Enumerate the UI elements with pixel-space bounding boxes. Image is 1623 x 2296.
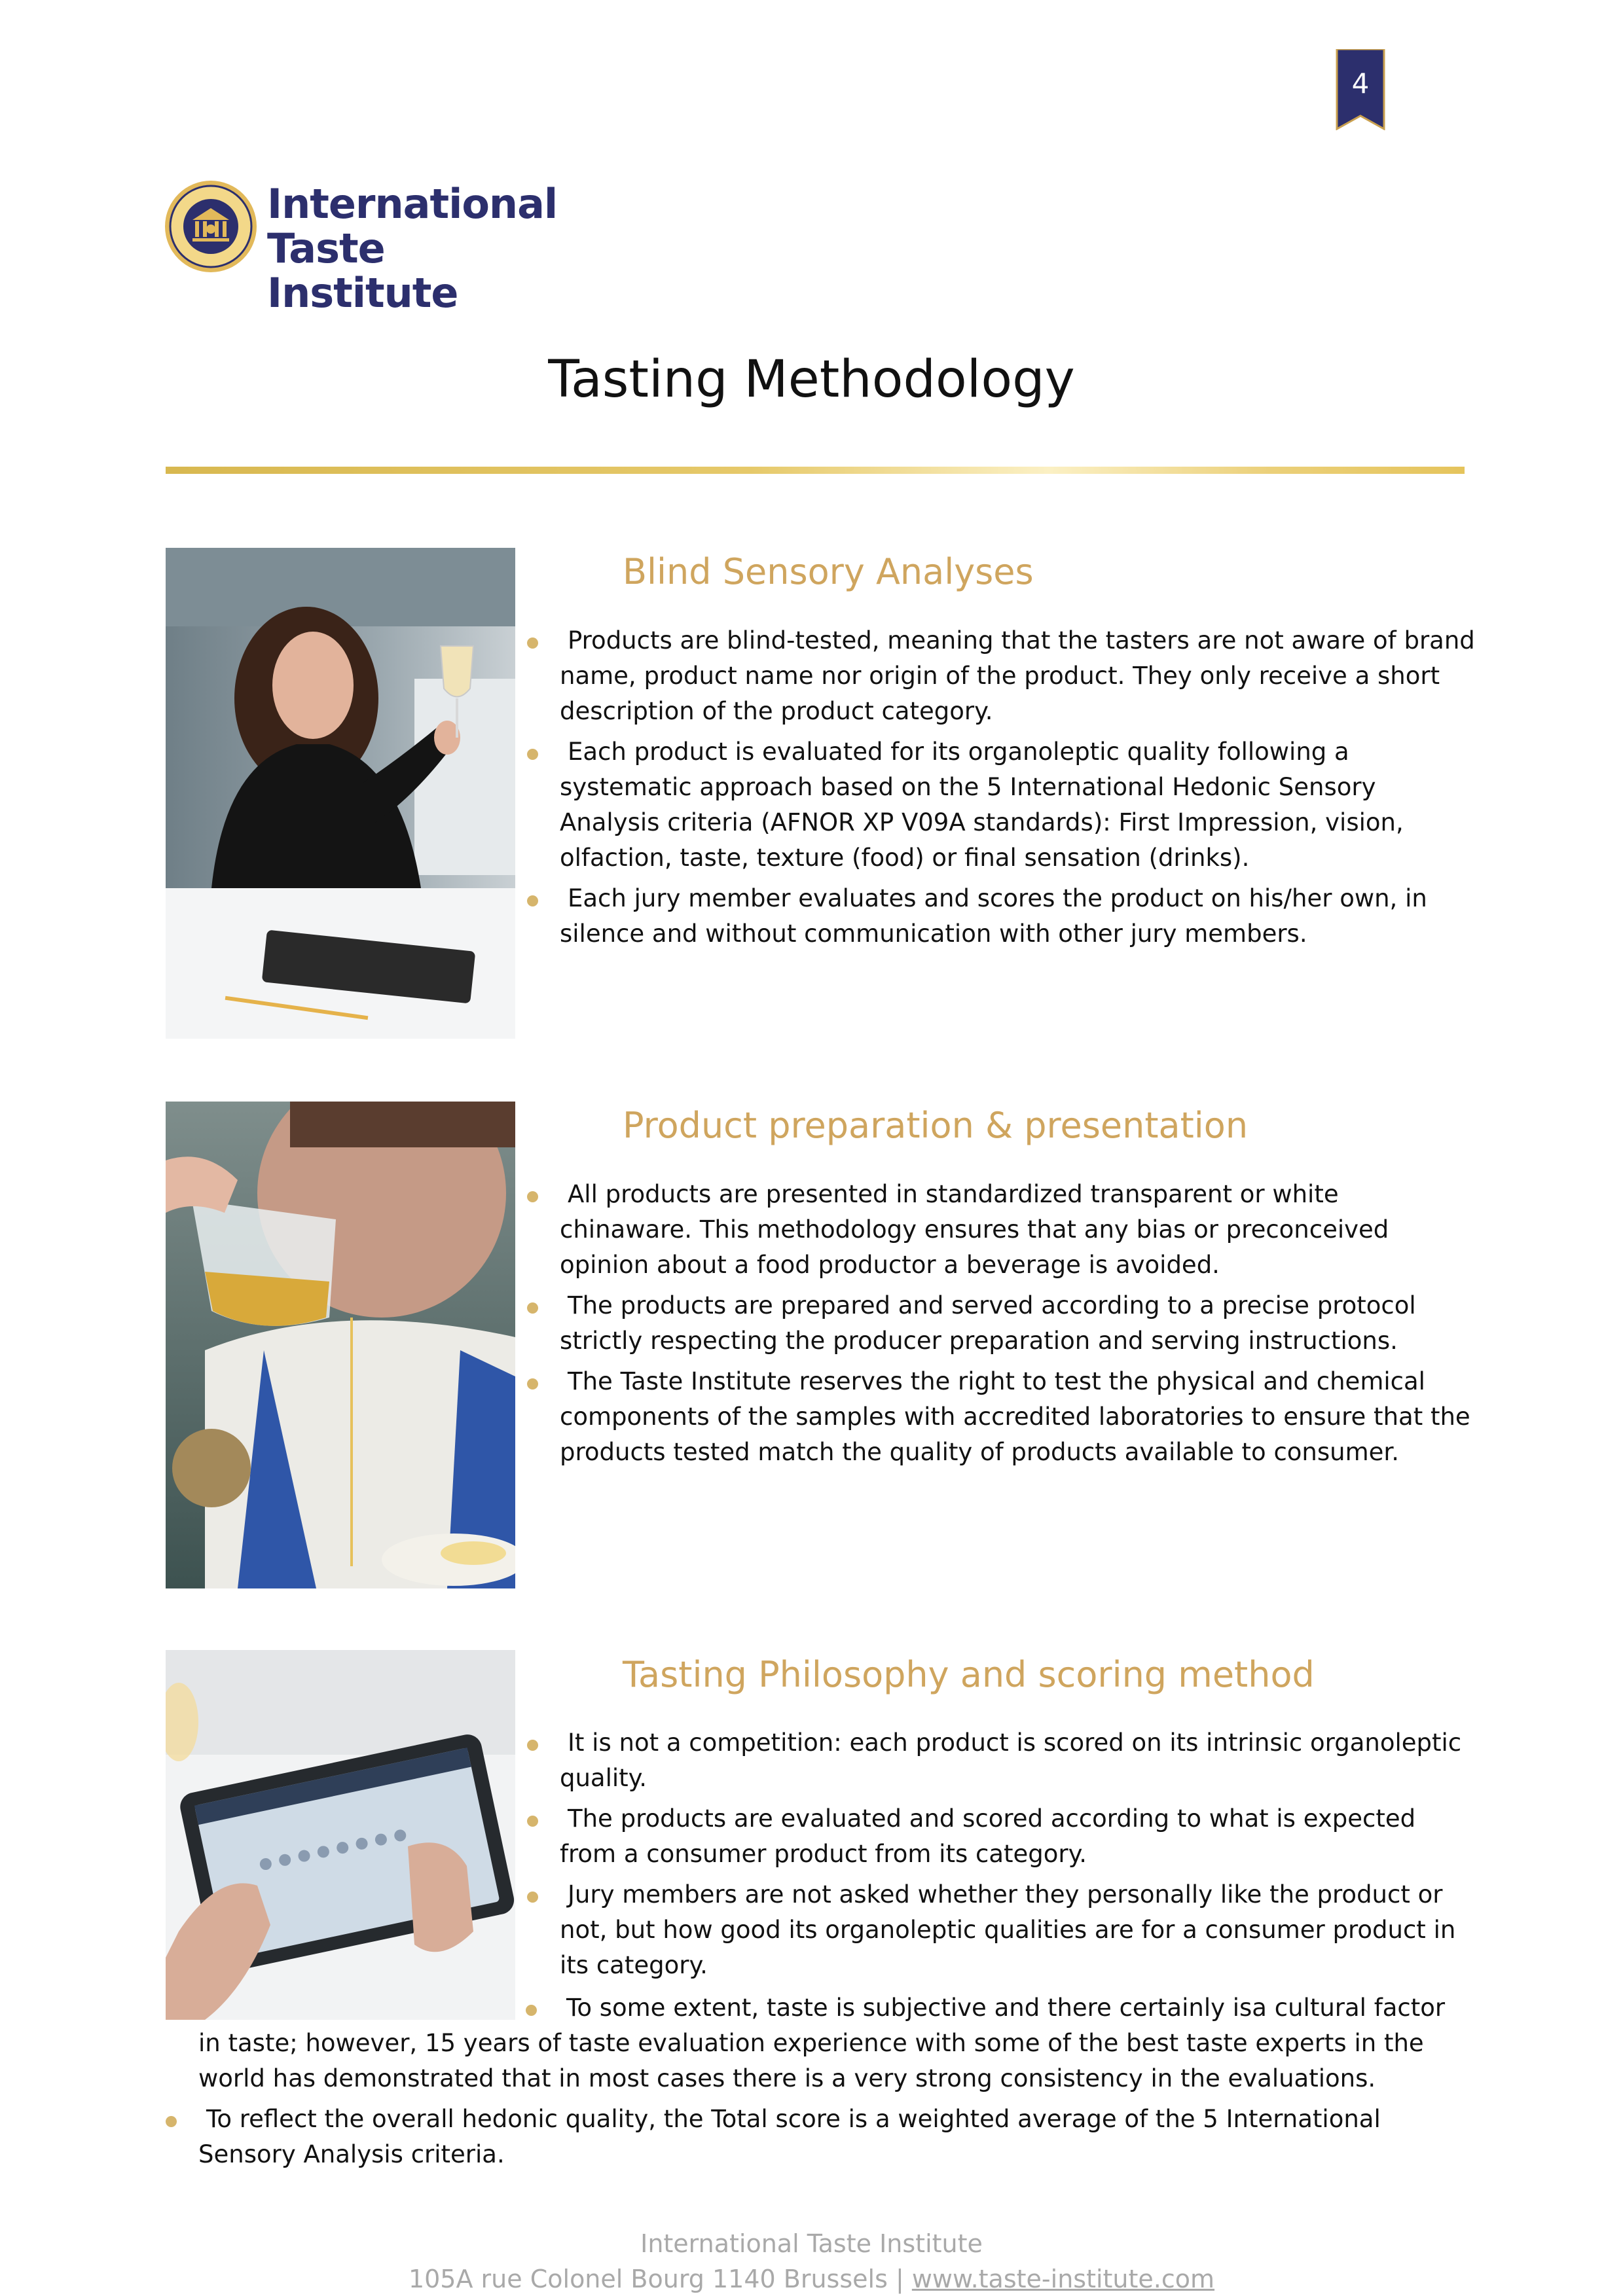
bullet-list-blind-sensory: [560, 623, 1476, 957]
photo-taster-with-glass: [166, 548, 515, 1039]
list-item: The Taste Institute reserves the right to test the physical and chemical components of the samples with accredited laboratories to ensure that the products tested match the quality of products available to consumer.: [560, 1364, 1476, 1470]
list-item: Jury members are not asked whether they personally like the product or not, but how good its organoleptic qualities are for a consumer product in its category.: [560, 1877, 1476, 1983]
bullet-dot-icon: [527, 1740, 538, 1751]
wide-paragraph-total-score: To reflect the overall hedonic quality, the Total score is a weighted average of the 5 International Sensory Analysis criteria.: [198, 2102, 1468, 2172]
bullet-dot-icon: [526, 2005, 537, 2016]
footer-address: 105A rue Colonel Bourg 1140 Brussels |: [408, 2265, 912, 2293]
wide-paragraph-subjectivity: To some extent, taste is subjective and there certainly isa cultural factor in taste; however, 15 years of taste evaluation experience with some of the best taste experts in the world has demonstrated that in most cases there is a very strong consistency in the evaluations.: [198, 1994, 1446, 2092]
list-item: The products are prepared and served according to a precise protocol strictly respecting the producer preparation and serving instructions.: [560, 1288, 1476, 1359]
section-heading-tasting-philosophy: Tasting Philosophy and scoring method: [623, 1654, 1315, 1695]
page-title: Tasting Methodology: [548, 350, 1075, 409]
logo-seal-icon: [164, 179, 258, 274]
logo: [164, 177, 570, 317]
footer-website-link[interactable]: www.taste-institute.com: [911, 2265, 1215, 2293]
bullet-dot-icon: [527, 895, 538, 906]
gold-divider: [166, 467, 1465, 474]
bullet-dot-icon: [527, 1191, 538, 1202]
logo-line-2: Taste Institute: [267, 224, 458, 317]
logo-wordmark: [267, 182, 570, 315]
bullet-dot-icon: [527, 637, 538, 649]
list-item: It is not a competition: each product is scored on its intrinsic organoleptic quality.: [560, 1725, 1476, 1796]
section-heading-blind-sensory: Blind Sensory Analyses: [623, 551, 1034, 592]
logo-line-1: International: [267, 180, 558, 228]
bullet-dot-icon: [527, 1378, 538, 1390]
photo-tablet-scoring: [166, 1650, 515, 2020]
list-item: Each product is evaluated for its organoleptic quality following a systematic approach based on the 5 International Hedonic Sensory Analysis criteria (AFNOR XP V09A standards): First Impression, vision, olfaction, taste, texture (food) or final sensation (drinks).: [560, 734, 1476, 876]
bullet-list-product-preparation: [560, 1177, 1476, 1475]
bullet-list-tasting-philosophy: [560, 1725, 1476, 1988]
list-item: The products are evaluated and scored according to what is expected from a consumer product from its category.: [560, 1801, 1476, 1872]
list-item: Products are blind-tested, meaning that the tasters are not aware of brand name, product name nor origin of the product. They only receive a short description of the product category.: [560, 623, 1476, 729]
page-number: 4: [1351, 67, 1370, 99]
bullet-dot-icon: [527, 749, 538, 760]
section-heading-product-preparation: Product preparation & presentation: [623, 1105, 1249, 1146]
bullet-dot-icon: [527, 1816, 538, 1827]
photo-pouring-oil: [166, 1102, 515, 1588]
bullet-dot-icon: [527, 1302, 538, 1314]
bullet-dot-icon: [166, 2116, 177, 2127]
list-item: All products are presented in standardized transparent or white chinaware. This methodology ensures that any bias or preconceived opinion about a food productor a beverage is avoided.: [560, 1177, 1476, 1283]
footer-address-line: [0, 2265, 1623, 2293]
list-item: Each jury member evaluates and scores the product on his/her own, in silence and without communication with other jury members.: [560, 881, 1476, 952]
bullet-dot-icon: [527, 1892, 538, 1903]
footer-org-name: International Taste Institute: [640, 2229, 983, 2258]
page-number-tab: [1336, 49, 1385, 130]
